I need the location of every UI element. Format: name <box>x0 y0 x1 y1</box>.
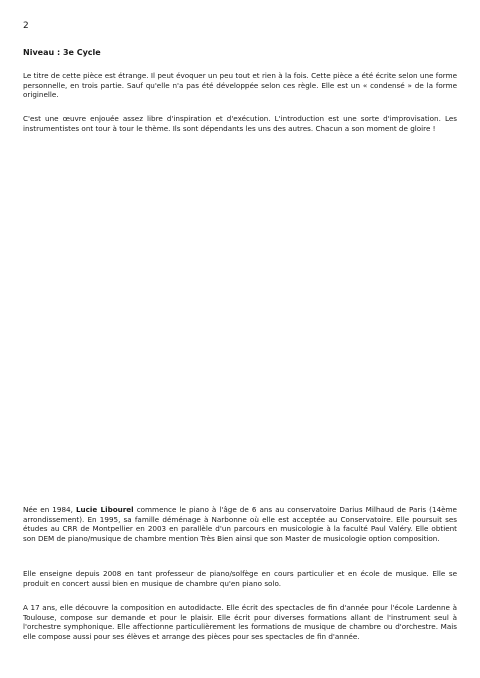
bio-intro-text: Née en 1984, <box>23 505 76 514</box>
level-heading: Niveau : 3e Cycle <box>23 48 101 57</box>
bio-paragraph-3: A 17 ans, elle découvre la composition en autodidacte. Elle écrit des spectacles de fin d'année pour l'école Lardenne à Toulouse, compose sur demande et pour le plaisir. Elle écrit pour diverses formations allant de l'instrument seul à l'orchestre symphonique. Elle affectionne particulièrement les formations de musique de chambre ou d'orchestre. Mais elle compose aussi pour ses élèves et arrange des pièces pour ses spectacles de fin d'année. <box>23 603 457 641</box>
description-paragraph-1: Le titre de cette pièce est étrange. Il peut évoquer un peu tout et rien à la fois. Cette pièce a été écrite selon une forme personnelle, en trois partie. Sauf qu'elle n'a pas été développée selon ces règle. Elle est un « condensé » de la forme originelle. <box>23 71 457 100</box>
bio-paragraph-2: Elle enseigne depuis 2008 en tant professeur de piano/solfège en cours particulier et en école de musique. Elle se produit en concert aussi bien en musique de chambre qu'en piano solo. <box>23 569 457 588</box>
composer-name: Lucie Libourel <box>75 505 134 514</box>
bio-paragraph-1-text: commence le piano à l'âge de 6 ans au conservatoire Darius Milhaud de Paris (14ème arrondissement). En 1995, sa famille déménage à Narbonne où elle est acceptée au Conservatoire. Elle poursuit ses études au CRR de Montpellier en 2003 en parallèle d'un parcours en musicologie à la faculté Paul Valéry. Elle obtient son DEM de piano/musique de chambre mention Très Bien ainsi que son Master de musicologie option composition. <box>23 505 457 543</box>
bio-paragraph-1 <box>23 505 457 543</box>
description-paragraph-2: C'est une œuvre enjouée assez libre d'inspiration et d'exécution. L'introduction est une sorte d'improvisation. Les instrumentistes ont tour à tour le thème. Ils sont dépendants les uns des autres. Chacun a son moment de gloire ! <box>23 114 457 133</box>
page-number: 2 <box>23 21 29 31</box>
